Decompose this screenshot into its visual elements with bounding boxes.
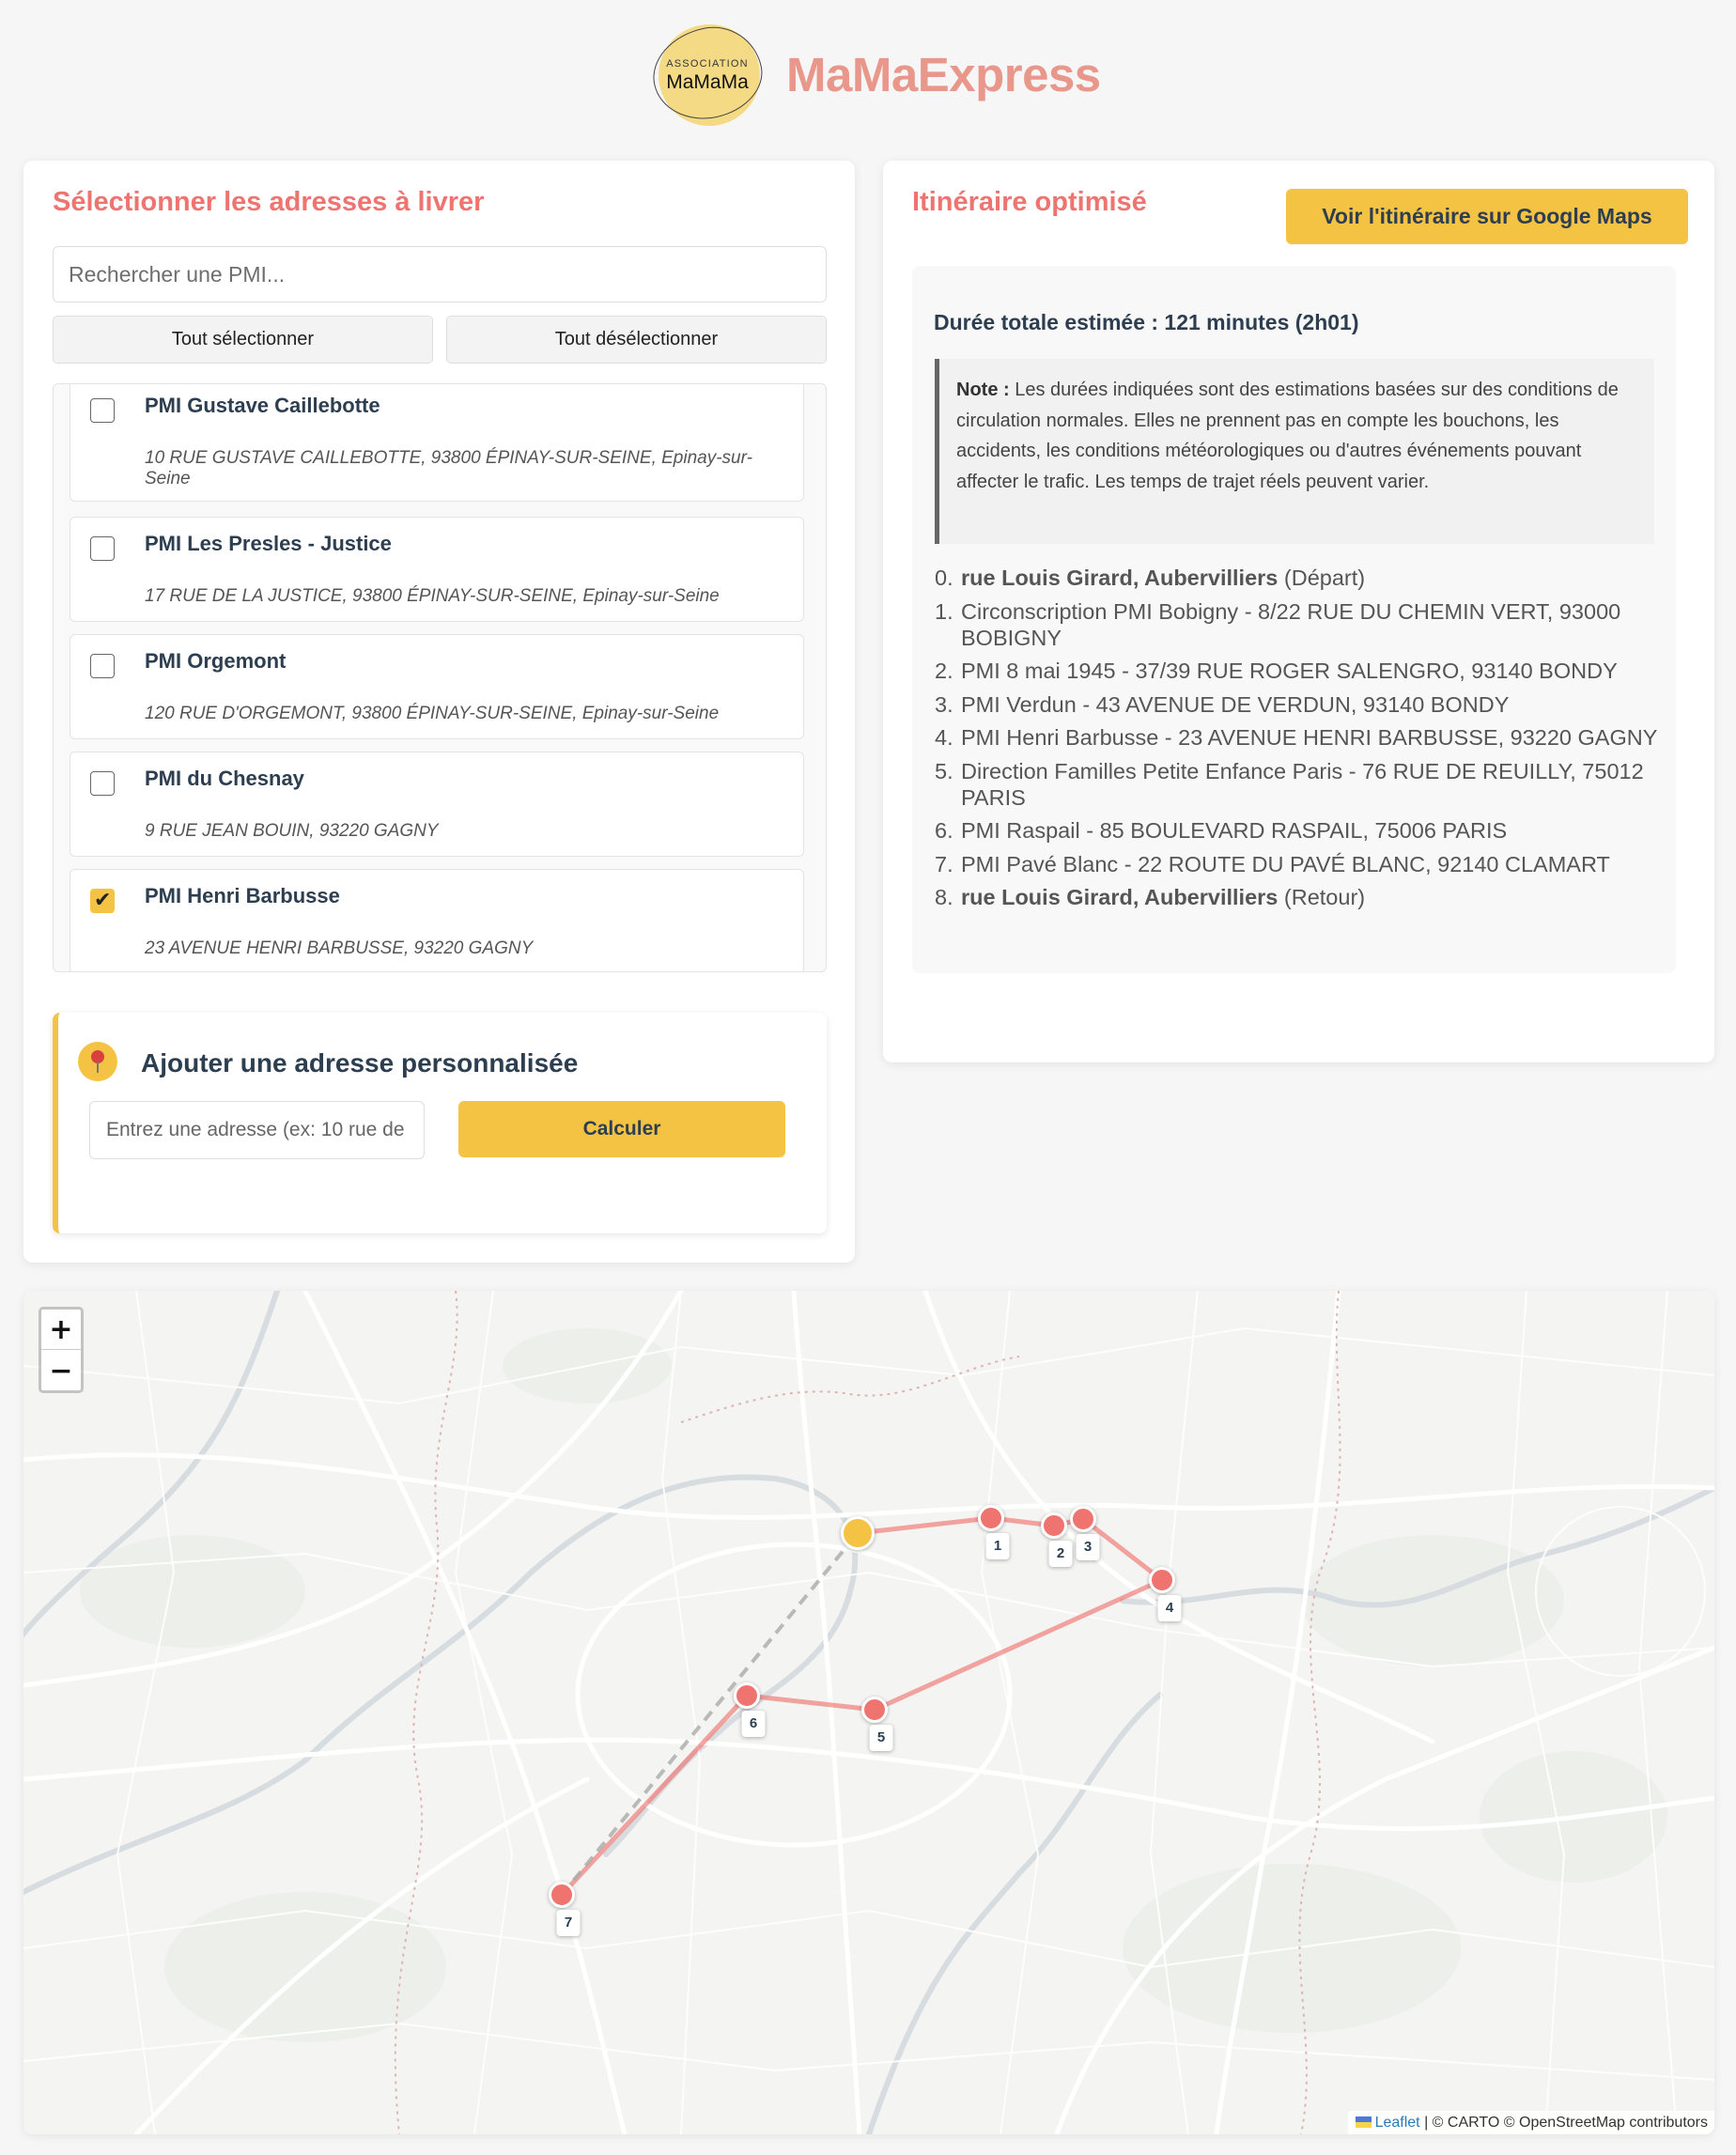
pmi-address: 10 RUE GUSTAVE CAILLEBOTTE, 93800 ÉPINAY-SUR-SEINE, Epinay-sur-Seine (145, 448, 752, 488)
logo-line2: MaMaMa (666, 71, 749, 93)
association-logo (651, 23, 764, 128)
pmi-list[interactable] (53, 383, 827, 972)
stop-marker[interactable] (1070, 1506, 1096, 1532)
pmi-checkbox[interactable] (90, 654, 115, 678)
custom-address-title: Ajouter une adresse personnalisée (141, 1048, 579, 1078)
pmi-name: PMI Orgemont (145, 649, 287, 673)
custom-address-section (53, 1013, 827, 1233)
pmi-address: 9 RUE JEAN BOUIN, 93220 GAGNY (145, 821, 439, 841)
stop-marker-label: 4 (1158, 1595, 1182, 1621)
select-all-button[interactable]: Tout sélectionner (53, 316, 433, 364)
pmi-address: 17 RUE DE LA JUSTICE, 93800 ÉPINAY-SUR-SEINE, Epinay-sur-Seine (145, 586, 720, 606)
route-step: 0. rue Louis Girard, Aubervilliers (Départ) (935, 566, 1366, 590)
custom-address-input[interactable] (89, 1101, 425, 1159)
selection-title: Sélectionner les adresses à livrer (53, 187, 485, 217)
pmi-address: 120 RUE D'ORGEMONT, 93800 ÉPINAY-SUR-SEINE, Epinay-sur-Seine (145, 704, 720, 723)
route-steps (935, 565, 1667, 918)
route-title: Itinéraire optimisé (912, 187, 1147, 217)
pmi-checkbox[interactable] (90, 398, 115, 423)
pmi-search-input[interactable] (53, 246, 827, 302)
map-attribution (1348, 2111, 1714, 2134)
address-selection-panel (23, 161, 855, 1263)
route-step: 6. PMI Raspail - 85 BOULEVARD RASPAIL, 75006 PARIS (935, 818, 1508, 843)
pmi-checkbox[interactable] (90, 536, 115, 561)
pmi-list-item[interactable] (70, 383, 804, 502)
route-step: 8. rue Louis Girard, Aubervilliers (Retour) (935, 885, 1366, 909)
pmi-list-item[interactable] (70, 517, 804, 622)
stop-marker-label: 6 (742, 1711, 766, 1737)
map-zoom-control (39, 1307, 84, 1393)
stop-marker[interactable] (978, 1505, 1004, 1531)
stop-marker[interactable] (861, 1697, 888, 1723)
app-title: MaMaExpress (786, 48, 1101, 101)
traffic-note (935, 359, 1654, 544)
pmi-name: PMI du Chesnay (145, 767, 304, 790)
stop-marker-label: 2 (1049, 1541, 1073, 1567)
pmi-name: PMI Gustave Caillebotte (145, 394, 380, 417)
leaflet-link[interactable]: Leaflet (1374, 2115, 1420, 2131)
ukraine-flag-icon (1356, 2116, 1372, 2128)
route-step: 5. Direction Familles Petite Enfance Paris - 76 RUE DE REUILLY, 75012 PARIS (935, 758, 1644, 810)
zoom-in-button[interactable]: + (41, 1310, 81, 1350)
note-label: Note : (956, 380, 1010, 400)
pmi-list-item[interactable] (70, 634, 804, 739)
stop-marker[interactable] (1041, 1512, 1067, 1539)
total-duration: Durée totale estimée : 121 minutes (2h01) (934, 310, 1359, 334)
google-maps-button[interactable]: Voir l'itinéraire sur Google Maps (1286, 189, 1688, 244)
pin-icon (78, 1042, 117, 1081)
pmi-list-item[interactable] (70, 869, 804, 972)
route-step: 1. Circonscription PMI Bobigny - 8/22 RUE DU CHEMIN VERT, 93000 BOBIGNY (935, 598, 1621, 650)
pmi-checkbox[interactable] (90, 771, 115, 796)
attribution-text: | © CARTO © OpenStreetMap contributors (1424, 2115, 1708, 2131)
pmi-list-item[interactable] (70, 752, 804, 857)
start-marker[interactable] (841, 1516, 875, 1550)
stop-marker-label: 1 (986, 1533, 1010, 1559)
route-step: 2. PMI 8 mai 1945 - 37/39 RUE ROGER SALENGRO, 93140 BONDY (935, 659, 1618, 683)
optimized-route-panel (883, 161, 1714, 1062)
route-step: 7. PMI Pavé Blanc - 22 ROUTE DU PAVÉ BLANC, 92140 CLAMART (935, 851, 1610, 876)
logo-line1: ASSOCIATION (666, 58, 749, 70)
stop-marker-label: 5 (870, 1725, 893, 1751)
stop-marker[interactable] (734, 1682, 760, 1709)
calculate-button[interactable]: Calculer (458, 1101, 785, 1157)
route-map[interactable] (23, 1291, 1714, 2134)
pmi-address: 23 AVENUE HENRI BARBUSSE, 93220 GAGNY (145, 938, 534, 958)
pmi-name: PMI Henri Barbusse (145, 884, 340, 907)
stop-marker[interactable] (549, 1882, 575, 1908)
route-step: 4. PMI Henri Barbusse - 23 AVENUE HENRI BARBUSSE, 93220 GAGNY (935, 725, 1658, 750)
deselect-all-button[interactable]: Tout désélectionner (446, 316, 827, 364)
stop-marker[interactable] (1149, 1567, 1175, 1593)
app-header (0, 0, 1736, 150)
route-step: 3. PMI Verdun - 43 AVENUE DE VERDUN, 93140 BONDY (935, 691, 1510, 717)
stop-marker-label: 3 (1077, 1534, 1100, 1560)
zoom-out-button[interactable]: − (49, 1355, 73, 1388)
route-summary (912, 266, 1676, 973)
note-text: Les durées indiquées sont des estimations basées sur des conditions de circulation normales. Elles ne prennent pas en compte les bouchons, les accidents, les conditions météorologiques ou d'autres événements pouvant affecter le trafic. Les temps de trajet réels peuvent varier. (956, 380, 1619, 492)
pmi-name: PMI Les Presles - Justice (145, 532, 392, 555)
stop-marker-label: 7 (557, 1910, 581, 1936)
pmi-checkbox-checked[interactable] (90, 889, 115, 913)
